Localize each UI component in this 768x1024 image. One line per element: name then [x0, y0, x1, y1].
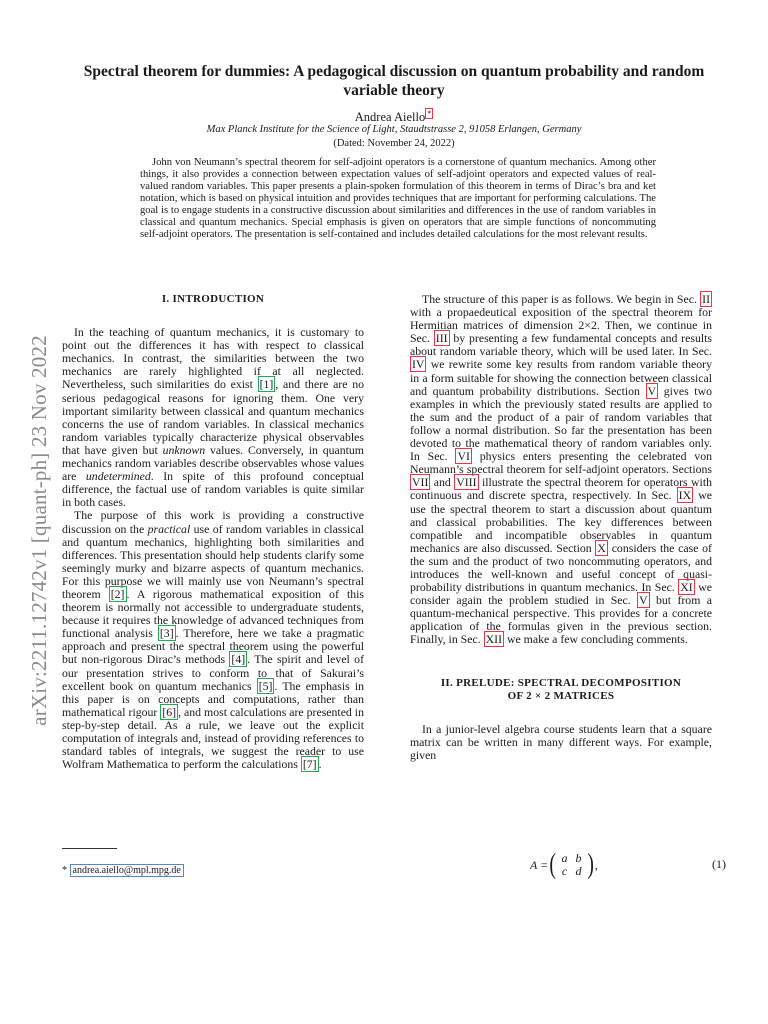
date-line: (Dated: November 24, 2022): [333, 138, 455, 149]
citation-3[interactable]: [3]: [159, 626, 174, 641]
right-paren: ): [586, 849, 594, 880]
author-footnote-link[interactable]: *: [427, 109, 432, 118]
equation-1: [410, 848, 726, 882]
section-link-VI[interactable]: VI: [457, 449, 470, 464]
citation-7[interactable]: [7]: [302, 757, 317, 772]
left-column: [62, 293, 364, 771]
intro-paragraph-1: In the teaching of quantum mechanics, it is customary to point out the differences it has with respect to classical mechanics. In contrast, the similarities between the two mechanics are rarely highlighted if at all neglected. Nevertheless, such similarities do exist [1] , and there are no serious pedagogical reasons for ignoring them. One very important similarity between classical and quantum mechanics concerns the use of random variables. In classical mechanics random variables typically characterize physical observables that have given but unknown values. Conversely, in quantum mechanics random variables describe observables whose values are undetermined. In spite of this profound conceptual difference, the factual use of random variables is quite similar in both cases.: [62, 325, 364, 510]
citation-5[interactable]: [5]: [258, 678, 273, 693]
matrix-entry: b: [575, 851, 582, 865]
section-link-III[interactable]: III: [435, 331, 448, 346]
footnote-mark: *: [62, 865, 67, 876]
matrix-2x2: [558, 852, 586, 878]
author-email-link[interactable]: andrea.aiello@mpl.mpg.de: [70, 864, 184, 877]
matrix-entry: d: [575, 864, 582, 878]
citation-2[interactable]: [2]: [110, 586, 125, 601]
section-link-VII[interactable]: VII: [412, 475, 429, 490]
structure-paragraph: The structure of this paper is as follows. We begin in Sec. II with a propaedeutical exposition of the spectral theorem for Hermitian matrices of dimension 2×2. Then, we continue in Sec. III by presenting a few fundamental concepts and results about random variable theory, which will be used later. In Sec. IV we rewrite some key results from random variable theory in a form suitable for showing the connection between classical and quantum probability distributions. Section V gives two examples in which the previously stated results are applied to the sum and the product of a pair of random variables that follow a normal distribution. So far the presentation has been devoted to the mathematical theory of random variables only. In Sec. VI physics enters presenting the celebrated von Neumann’s spectral theorem for self-adjoint operators. Sections VII and VIII illustrate the spectral theorem for operators with continuous and discrete spectra, respectively. In Sec. IX we use the spectral theorem to start a discussion about quantum and classical probabilities. The key differences between compatible and incompatible observables in quantum mechanics are also discussed. Section X considers the case of the sum and the product of two noncommuting operators, and introduces the well-known and useful concept of quasi-probability distributions in quantum mechanics. In Sec. XI we consider again the problem studied in Sec. V but from a quantum-mechanical perspective. This provides for a concrete application of the formulas given in the previous section. Finally, in Sec. XII we make a few concluding comments.: [410, 292, 712, 647]
section-link-XII[interactable]: XII: [485, 632, 503, 647]
section-link-VIII[interactable]: VIII: [456, 475, 477, 490]
left-paren: (: [549, 849, 557, 880]
equation-lhs: A =: [530, 857, 549, 872]
section-link-V-repeat[interactable]: V: [639, 593, 648, 608]
section-link-IV[interactable]: IV: [412, 357, 425, 372]
citation-6[interactable]: [6]: [162, 704, 177, 719]
citation-1[interactable]: [1]: [259, 377, 274, 392]
section-link-X[interactable]: X: [597, 540, 606, 555]
matrix-entry: c: [561, 864, 568, 878]
section-link-IX[interactable]: IX: [678, 488, 692, 503]
section-link-V[interactable]: V: [647, 383, 657, 398]
arxiv-id: arXiv:2211.12742v1 [quant-ph] 23 Nov 2022: [26, 334, 51, 726]
citation-4[interactable]: [4]: [231, 652, 246, 667]
author-name: Andrea Aiello: [354, 110, 426, 125]
footnote: [62, 865, 364, 876]
paper-title: Spectral theorem for dummies: A pedagogical discussion on quantum probability and random variable theory: [83, 63, 705, 99]
footnote-rule: [62, 848, 117, 849]
matrix-entry: a: [561, 851, 568, 865]
equation-number: (1): [712, 857, 726, 871]
section-link-II[interactable]: II: [702, 292, 710, 306]
section-heading-prelude: II. PRELUDE: SPECTRAL DECOMPOSITION OF 2 × 2 MATRICES: [440, 676, 682, 702]
right-column: [410, 293, 712, 762]
arxiv-sidebar-stamp: [24, 300, 54, 760]
equation-tail: ,: [594, 857, 598, 872]
abstract: John von Neumann’s spectral theorem for self-adjoint operators is a cornerstone of quantum mechanics. Among other things, it also provides a connection between expectation values of self-adjoint operators and expected values of real-valued random variables. This paper presents a plain-spoken formulation of this theorem in terms of Dirac’s bra and ket notation, which is based on physical intuition and provides techniques that are important for performing calculations. The goal is to engage students in a constructive discussion about similarities and differences in the use of random variables in classical and quantum mechanics. Special emphasis is given on operators that are simple functions of noncommuting self-adjoint operators. The presentation is self-contained and includes detailed calculations for the most relevant results.: [140, 157, 656, 241]
author-line: [60, 109, 728, 125]
section-link-XI[interactable]: XI: [680, 580, 693, 595]
prelude-paragraph: In a junior-level algebra course students learn that a square matrix can be written in many different ways. For example, given: [410, 721, 712, 762]
section-heading-introduction: I. INTRODUCTION: [161, 293, 265, 305]
intro-paragraph-2: The purpose of this work is providing a constructive discussion on the practical use of random variables in classical and quantum mechanics, highlighting both similarities and differences. This presentation should help students clarify some seemingly murky and bizarre aspects of quantum mechanics. For this purpose we will mainly use von Neumann’s spectral theorem [2] . A rigorous mathematical exposition of this theorem is normally not accessible to undergraduate students, because it requires the knowledge of advanced techniques from functional analysis [3] . Therefore, here we take a pragmatic approach and present the spectral theorem using the powerful but non-rigorous Dirac’s methods [4] . The spirit and level of our presentation strives to conform to that of Sakurai’s excellent book on quantum mechanics [5] . The emphasis in this paper is on concepts and computations, rather than mathematical rigour [6] , and most calculations are presented in step-by-step detail. As a rule, we leave out the explicit computation of integrals and, instead of providing references to standard tables of integrals, we suggest the reader to use Wolfram Mathematica to perform the calculations [7] .: [62, 508, 365, 772]
equation-body: [530, 850, 598, 880]
affiliation: Max Planck Institute for the Science of Light, Staudtstrasse 2, 91058 Erlangen, Germany: [206, 124, 582, 135]
